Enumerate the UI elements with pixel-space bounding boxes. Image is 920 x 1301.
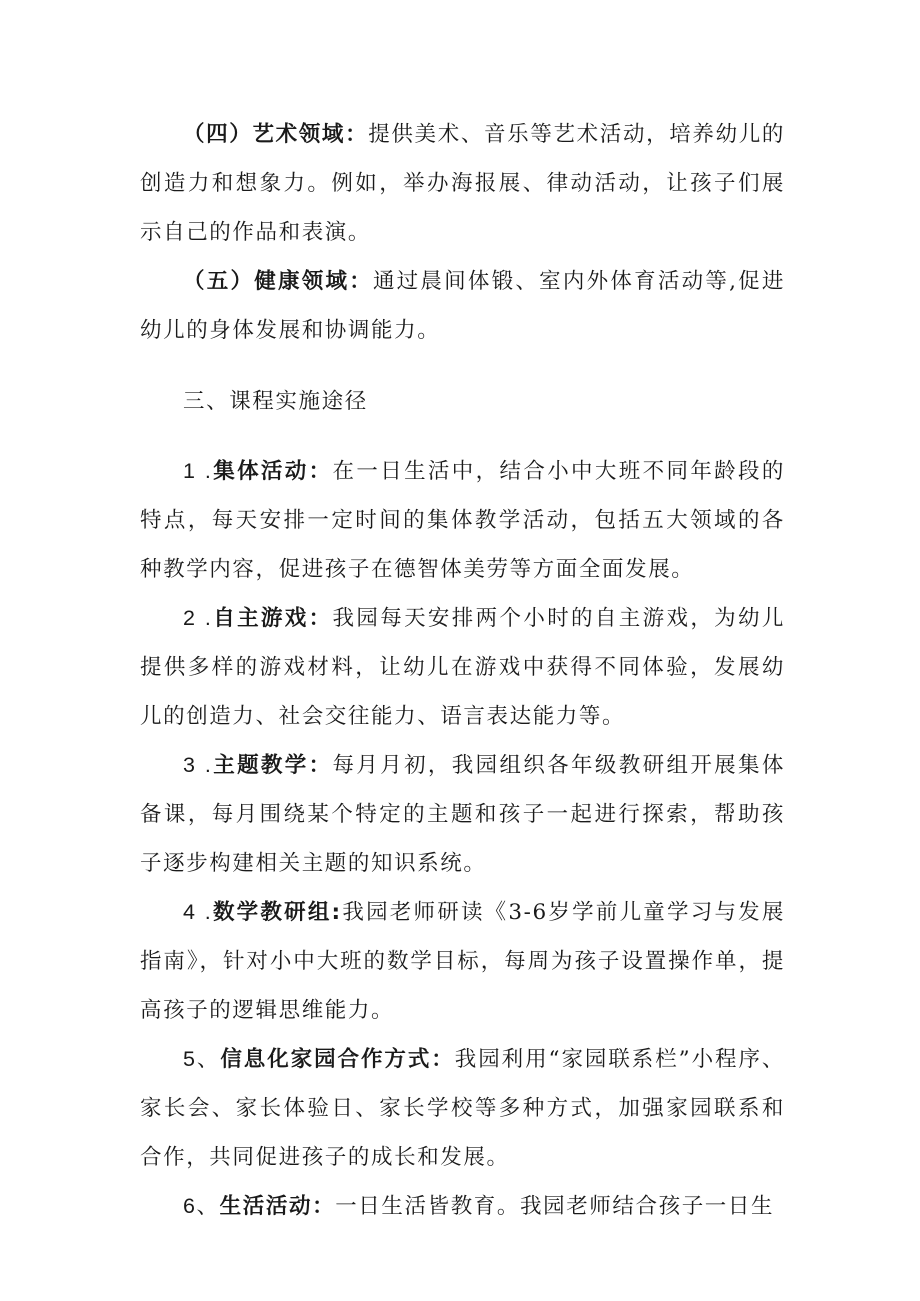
paragraph-health-domain — [140, 257, 785, 355]
list-item-collective-activity — [140, 447, 785, 594]
section-heading: 三、课程实施途径 — [183, 388, 368, 414]
item-number: 1 . — [183, 459, 213, 483]
list-item-daily-life-activity — [140, 1182, 785, 1231]
item-number: 3 . — [183, 753, 213, 777]
paragraph-text: 通过晨间体锻、室内外体育活动等,促进幼儿的身体发展和协调能力。 — [140, 269, 785, 343]
item-lead: 生活活动： — [219, 1194, 336, 1219]
item-text: 在一日生活中，结合小中大班不同年龄段的特点，每天安排一定时间的集体教学活动，包括五大领域的各种教学内容，促进孩子在德智体美劳等方面全面发展。 — [140, 459, 785, 582]
list-item-free-play — [140, 594, 785, 741]
paragraph-art-domain — [140, 110, 785, 257]
item-number: 6、 — [183, 1194, 220, 1218]
list-item-math-research-group — [140, 888, 785, 1035]
paragraph-text: 提供美术、音乐等艺术活动，培养幼儿的创造力和想象力。例如，举办海报展、律动活动，让孩子们展示自己的作品和表演。 — [140, 122, 785, 245]
item-lead: 集体活动： — [212, 459, 333, 484]
list-item-home-school-cooperation — [140, 1035, 785, 1182]
paragraph-lead: （五）健康领域： — [183, 269, 373, 294]
item-text: 每月月初，我园组织各年级教研组开展集体备课，每月围绕某个特定的主题和孩子一起进行探索，帮助孩子逐步构建相关主题的知识系统。 — [140, 753, 785, 876]
item-number: 4 . — [183, 900, 213, 924]
item-text: 一日生活皆教育。我园老师结合孩子一日生 — [335, 1194, 775, 1219]
item-text: 我园每天安排两个小时的自主游戏，为幼儿提供多样的游戏材料，让幼儿在游戏中获得不同体验，发展幼儿的创造力、社会交往能力、语言表达能力等。 — [140, 606, 785, 729]
list-item-theme-teaching — [140, 741, 785, 888]
item-lead: 数学教研组: — [212, 900, 342, 925]
document-body — [140, 110, 785, 1231]
paragraph-lead: （四）艺术领域： — [183, 122, 369, 147]
item-number: 5、 — [183, 1047, 221, 1071]
item-lead: 自主游戏： — [212, 606, 333, 631]
item-text: 我园老师研读《3-6岁学前儿童学习与发展指南》，针对小中大班的数学目标，每周为孩子设置操作单，提高孩子的逻辑思维能力。 — [140, 900, 786, 1023]
item-lead: 主题教学： — [212, 753, 333, 778]
item-text: 我园利用“家园联系栏”小程序、家长会、家长体验日、家长学校等多种方式，加强家园联系和合作，共同促进孩子的成长和发展。 — [140, 1047, 785, 1170]
item-number: 2 . — [183, 606, 213, 630]
item-lead: 信息化家园合作方式： — [220, 1047, 455, 1072]
